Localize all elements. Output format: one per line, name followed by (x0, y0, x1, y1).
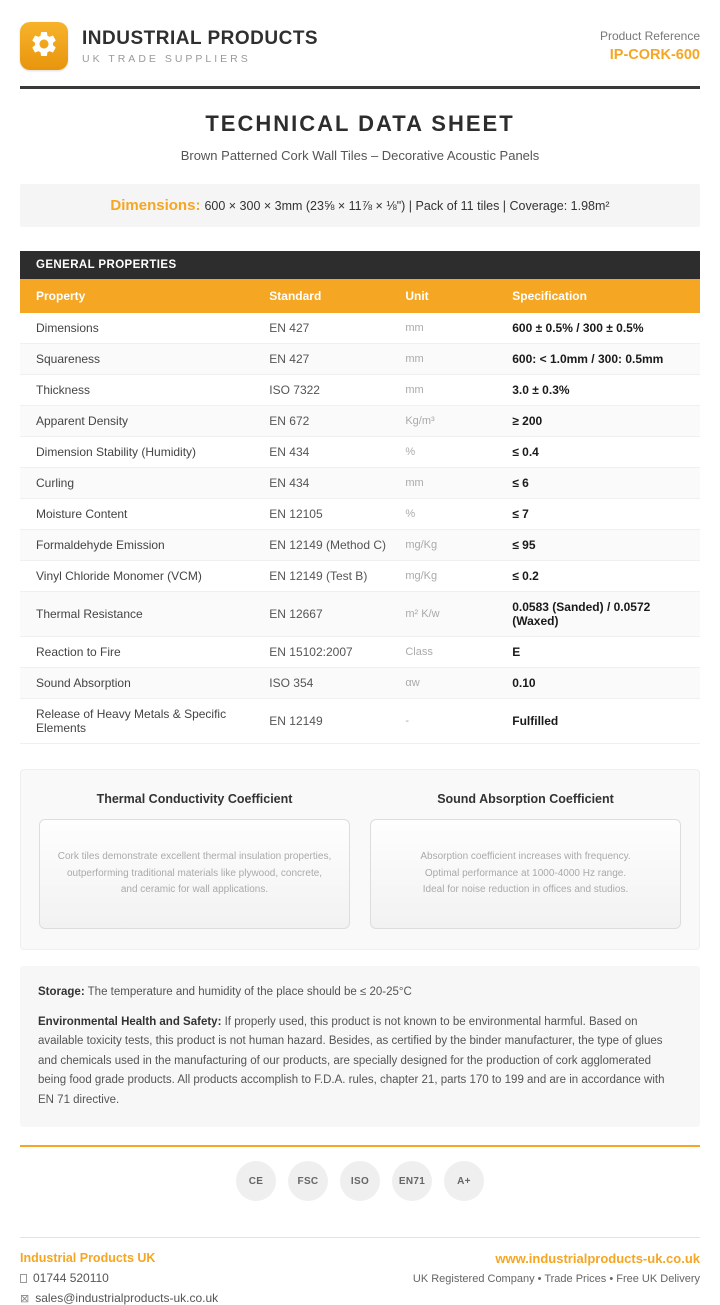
standard-cell: EN 434 (269, 445, 310, 459)
column-header-unit: Unit (405, 289, 429, 303)
unit-cell: % (405, 508, 416, 520)
storage-note (38, 983, 682, 1003)
standard-cell: EN 672 (269, 414, 310, 428)
standard-cell: EN 427 (269, 321, 310, 335)
table-row (20, 530, 700, 561)
unit-cell: mm (405, 353, 424, 365)
table-row (20, 499, 700, 530)
unit-cell: m² K/w (405, 608, 440, 620)
specification-cell: 600 ± 0.5% / 300 ± 0.5% (512, 321, 644, 335)
brand-text (82, 28, 318, 65)
ehs-note (38, 1013, 682, 1111)
standard-cell: EN 15102:2007 (269, 645, 353, 659)
dimensions-bar (20, 184, 700, 227)
dimensions-value: 600 × 300 × 3mm (23⅝ × 11⅞ × ⅛") | Pack of 11 tiles | Coverage: 1.98m² (204, 199, 610, 213)
property-cell: Vinyl Chloride Monomer (VCM) (36, 569, 202, 583)
thermal-conductivity-panel (39, 786, 350, 929)
table-row (20, 468, 700, 499)
standard-cell: EN 12149 (Method C) (269, 538, 386, 552)
standard-cell: EN 12105 (269, 507, 323, 521)
table-row (20, 699, 700, 744)
product-reference-value: IP-CORK-600 (609, 47, 700, 63)
standard-cell: EN 434 (269, 476, 310, 490)
thermal-panel-line: outperforming traditional materials like plywood, concrete, (66, 867, 323, 879)
phone-icon (20, 1274, 27, 1283)
unit-cell: - (405, 715, 410, 727)
footer-phone: 01744 520110 (33, 1271, 109, 1286)
property-cell: Apparent Density (36, 414, 129, 428)
sound-absorption-panel (370, 786, 681, 929)
envelope-icon: ⊠ (20, 1292, 30, 1305)
table-header-row (20, 279, 700, 313)
table-row (20, 637, 700, 668)
specification-cell: 3.0 ± 0.3% (512, 383, 570, 397)
unit-cell: Class (405, 646, 433, 658)
thermal-panel-line: and ceramic for wall applications. (120, 884, 269, 896)
table-row (20, 668, 700, 699)
page-title: TECHNICAL DATA SHEET (205, 111, 515, 136)
footer-web-block (413, 1251, 700, 1285)
sound-panel-line: Ideal for noise reduction in offices and studios. (422, 884, 629, 896)
unit-cell: mm (405, 322, 424, 334)
general-properties-table (20, 251, 700, 744)
specification-cell: Fulfilled (512, 714, 559, 728)
property-cell: Sound Absorption (36, 676, 131, 690)
ehs-text: If properly used, this product is not known to be environmental harmful. Based on available toxicity tests, this product is not human hazard. Besides, as certified by the binder manufacturer, the type of glues and chemicals used in the manufacturing of our products, are specially designed for the production of cork agglomerated being food grade products. All products accomplish to F.D.A. rules, chapter 21, parts 170 to 199 and are in accordance with EN 71 directive. (38, 1015, 665, 1106)
notes-box (20, 966, 700, 1127)
page-footer (20, 1251, 700, 1305)
brand-name: INDUSTRIAL PRODUCTS (82, 27, 319, 49)
footer-divider (20, 1237, 700, 1238)
unit-cell: αw (405, 677, 420, 689)
footer-email-line (20, 1291, 218, 1305)
property-cell: Reaction to Fire (36, 645, 121, 659)
specification-cell: ≤ 6 (512, 476, 529, 490)
footer-contact-block (20, 1251, 218, 1305)
dimensions-label: Dimensions: (110, 197, 201, 214)
thermal-panel-line: Cork tiles demonstrate excellent thermal insulation properties, (57, 851, 332, 863)
column-header-property: Property (36, 289, 86, 303)
standard-cell: EN 427 (269, 352, 310, 366)
footer-phone-line (20, 1271, 218, 1285)
unit-cell: mm (405, 384, 424, 396)
company-logo (20, 22, 68, 70)
storage-text: The temperature and humidity of the place should be ≤ 20-25°C (87, 986, 412, 998)
property-cell: Thermal Resistance (36, 607, 143, 621)
table-body (20, 313, 700, 744)
coefficient-panels (20, 769, 700, 950)
product-reference-label: Product Reference (599, 29, 700, 43)
header-divider (20, 86, 700, 89)
certification-badge-a: A+ (444, 1161, 484, 1201)
table-row (20, 344, 700, 375)
property-cell: Dimension Stability (Humidity) (36, 445, 197, 459)
ehs-label: Environmental Health and Safety: (38, 1015, 222, 1028)
property-cell: Release of Heavy Metals & Specific Elements (36, 707, 227, 735)
table-row (20, 313, 700, 344)
unit-cell: mg/Kg (405, 570, 438, 582)
property-cell: Moisture Content (36, 507, 128, 521)
accent-divider (20, 1145, 700, 1147)
table-row (20, 592, 700, 637)
table-row (20, 561, 700, 592)
certification-badge-iso: ISO (340, 1161, 380, 1201)
specification-cell: E (512, 645, 521, 659)
thermal-panel-box (39, 819, 350, 929)
standard-cell: ISO 7322 (269, 383, 320, 397)
brand-block (20, 22, 318, 70)
specification-cell: ≤ 0.2 (512, 569, 539, 583)
certification-badge-ce: CE (236, 1161, 276, 1201)
standard-cell: EN 12149 (269, 714, 323, 728)
standard-cell: ISO 354 (269, 676, 314, 690)
specification-cell: 600: < 1.0mm / 300: 0.5mm (512, 352, 664, 366)
footer-website[interactable]: www.industrialproducts-uk.co.uk (495, 1251, 700, 1267)
product-reference-block (600, 29, 700, 63)
sound-panel-line: Optimal performance at 1000-4000 Hz range. (424, 867, 627, 879)
thermal-panel-title: Thermal Conductivity Coefficient (96, 792, 293, 806)
storage-label: Storage: (38, 986, 85, 998)
property-cell: Formaldehyde Emission (36, 538, 165, 552)
standard-cell: EN 12149 (Test B) (269, 569, 368, 583)
table-row (20, 406, 700, 437)
specification-cell: 0.10 (512, 676, 536, 690)
sound-panel-box (370, 819, 681, 929)
property-cell: Thickness (36, 383, 91, 397)
table-row (20, 375, 700, 406)
footer-tagline: UK Registered Company • Trade Prices • Free UK Delivery (412, 1273, 700, 1286)
page-header (0, 0, 720, 86)
property-cell: Curling (36, 476, 75, 490)
specification-cell: ≤ 7 (512, 507, 529, 521)
specification-cell: ≥ 200 (512, 414, 543, 428)
thermal-panel-text (58, 849, 331, 899)
sound-panel-text (420, 849, 630, 899)
column-header-specification: Specification (512, 289, 587, 303)
sound-panel-title: Sound Absorption Coefficient (437, 792, 614, 806)
table-row (20, 437, 700, 468)
unit-cell: mm (405, 477, 424, 489)
standard-cell: EN 12667 (269, 607, 323, 621)
footer-company-name: Industrial Products UK (20, 1251, 156, 1266)
property-cell: Dimensions (36, 321, 99, 335)
unit-cell: % (405, 446, 416, 458)
property-cell: Squareness (36, 352, 101, 366)
certification-badge-fsc: FSC (288, 1161, 328, 1201)
certification-badges (0, 1161, 720, 1201)
sound-panel-line: Absorption coefficient increases with frequency. (420, 851, 631, 863)
column-header-standard: Standard (269, 289, 322, 303)
table-section-title: GENERAL PROPERTIES (20, 251, 700, 279)
page-subtitle: Brown Patterned Cork Wall Tiles – Decorative Acoustic Panels (180, 148, 540, 163)
gear-icon (29, 29, 59, 64)
footer-email[interactable]: sales@industrialproducts-uk.co.uk (35, 1291, 219, 1305)
specification-cell: ≤ 95 (512, 538, 536, 552)
unit-cell: Kg/m³ (405, 415, 435, 427)
certification-badge-en71: EN71 (392, 1161, 432, 1201)
unit-cell: mg/Kg (405, 539, 438, 551)
specification-cell: 0.0583 (Sanded) / 0.0572 (Waxed) (512, 600, 651, 628)
specification-cell: ≤ 0.4 (512, 445, 539, 459)
brand-tagline: UK TRADE SUPPLIERS (82, 52, 251, 65)
